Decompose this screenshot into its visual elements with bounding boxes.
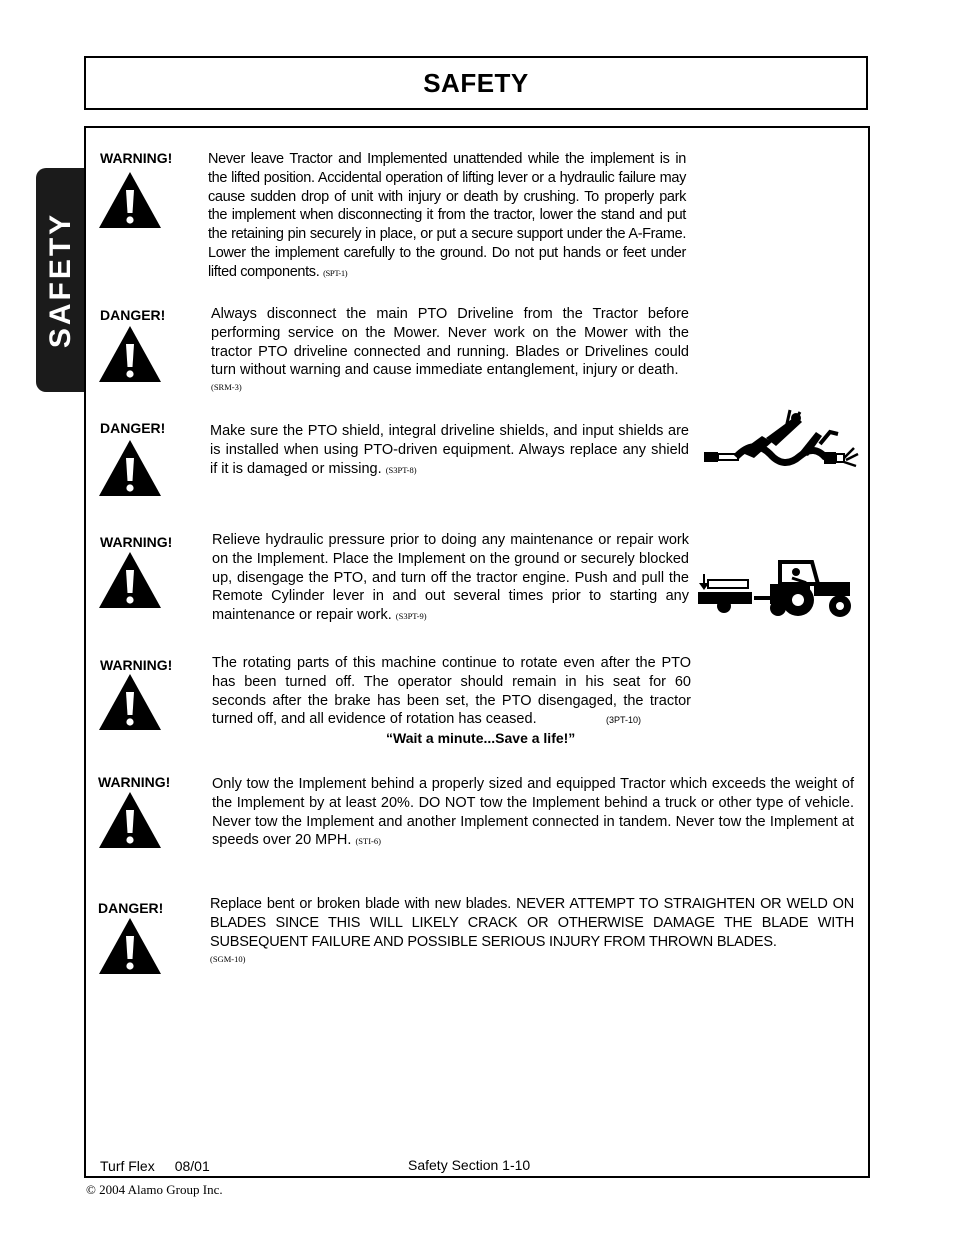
block-2-text: Always disconnect the main PTO Driveline from the Tractor before performing service on the Mower. Never work on the Mower with the tractor PTO driveline connected and running. Blades or Drivelines could turn without warning and cause immediate entanglement, injury or death. (211, 306, 689, 379)
danger-triangle-icon (97, 438, 163, 498)
content-box (84, 126, 870, 1178)
footer-date: 08/01 (174, 1158, 210, 1174)
block-5-slogan: “Wait a minute...Save a life!” (386, 730, 576, 746)
header-box (84, 56, 868, 110)
block-5-code: (3PT-10) (606, 715, 642, 725)
driveline-entanglement-icon (700, 408, 860, 480)
block-3-label: DANGER! (100, 420, 166, 436)
warning-triangle-icon (97, 790, 163, 850)
warning-triangle-icon (97, 672, 163, 732)
side-tab (36, 168, 86, 392)
warning-triangle-icon (97, 550, 163, 610)
block-5-text: The rotating parts of this machine continue to rotate even after the PTO has been turned off. The operator should remain in his seat for 60 seconds after the brake has been set, the PTO disengaged, the tractor turned off, and all evidence of rotation has ceased. (212, 655, 691, 728)
side-tab-label: SAFETY (44, 211, 77, 349)
block-1-text: Never leave Tractor and Implemented unattended while the implement is in the lifted position. Accidental operation of lifting lever or a hydraulic failure may cause sudden drop of unit with injury or death by crushing. To properly park the implement when disconnecting it from the tractor, lower the stand and put the retaining pin securely in place, or put a secure support under the A-Frame. Lower the implement carefully to the ground. Do not put hands or feet under lifted components. (SPT-1) (208, 151, 686, 280)
block-6-text: Only tow the Implement behind a properly sized and equipped Tractor which exceeds the weight of the Implement by at least 20%. DO NOT tow the Implement behind a truck or other type of vehicle. Never tow the Implement and another Implement connected in tandem. Never tow the Implement at speeds over 20 MPH. (STI-6) (212, 776, 854, 849)
footer-section: Safety Section 1-10 (408, 1157, 531, 1173)
footer-product: Turf Flex 08/01 (100, 1158, 210, 1174)
block-1-code: (SPT-1) (323, 267, 348, 278)
block-2-label: DANGER! (100, 307, 166, 323)
block-3-text: Make sure the PTO shield, integral driveline shields, and input shields are is installed when using PTO-driven equipment. Always replace any shield if it is damaged or missing. (S3PT-8) (210, 423, 689, 477)
block-4-code: (S3PT-9) (395, 611, 427, 622)
block-7-code: (SGM-10) (210, 954, 246, 964)
danger-triangle-icon (97, 916, 163, 976)
copyright: © 2004 Alamo Group Inc. (86, 1182, 223, 1197)
warning-triangle-icon (97, 170, 163, 230)
block-1-label: WARNING! (100, 150, 173, 166)
block-3-code: (S3PT-8) (385, 464, 417, 475)
block-2-code: (SRM-3) (211, 382, 242, 392)
block-4-label: WARNING! (100, 534, 173, 550)
block-6-code: (STI-6) (355, 836, 381, 847)
block-7-label: DANGER! (98, 900, 164, 916)
danger-triangle-icon (97, 324, 163, 384)
tractor-lowered-implement-icon (694, 556, 856, 624)
block-7-text: Replace bent or broken blade with new blades. NEVER ATTEMPT TO STRAIGHTEN OR WELD ON BLADES SINCE THIS WILL LIKELY CRACK OR OTHERWISE DAMAGE THE BLADE WITH SUBSEQUENT FAILURE AND POSSIBLE SERIOUS INJURY FROM THROWN BLADES. (210, 896, 854, 950)
block-4-text: Relieve hydraulic pressure prior to doing any maintenance or repair work on the Implement. Place the Implement on the ground or securely blocked up, disengage the PTO, and turn off the tractor engine. Push and pull the Remote Cylinder lever in and out several times prior to starting any maintenance or repair work. (S3PT-9) (212, 532, 689, 624)
block-5-label: WARNING! (100, 657, 173, 673)
block-6-label: WARNING! (98, 774, 171, 790)
page-title: SAFETY (423, 68, 529, 98)
